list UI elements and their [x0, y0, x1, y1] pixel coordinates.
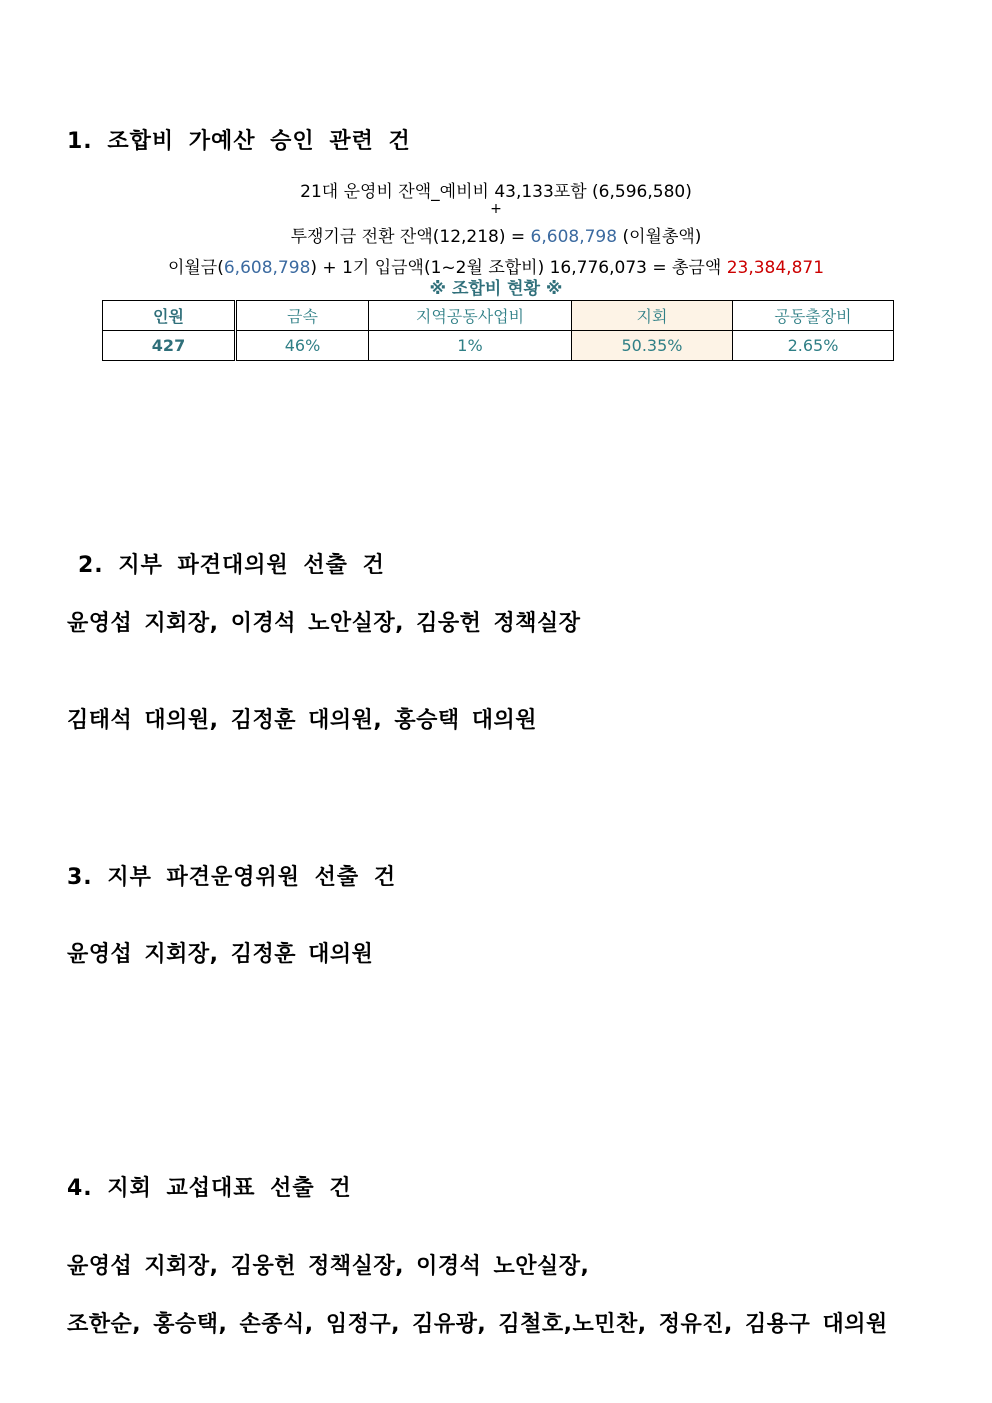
- table-title: ※ 조합비 현황 ※: [429, 279, 563, 299]
- value-travel: 2.65%: [733, 331, 894, 361]
- fee-status-table: [102, 300, 894, 361]
- section2-heading: 2. 지부 파견대의원 선출 건: [78, 553, 385, 578]
- total-text-a: 이월금(: [167, 258, 224, 278]
- header-regional: 지역공동사업비: [369, 301, 572, 331]
- section4-heading: 4. 지회 교섭대표 선출 건: [67, 1176, 352, 1201]
- balance-line: 21대 운영비 잔액_예비비 43,133포함 (6,596,580): [300, 182, 692, 202]
- carryover-total: 6,608,798: [530, 227, 618, 247]
- section2-names-1: 윤영섭 지회장, 이경석 노안실장, 김웅헌 정책실장: [67, 611, 581, 636]
- grand-total: 23,384,871: [726, 258, 825, 278]
- total-carryover: 6,608,798: [223, 258, 311, 278]
- value-regional: 1%: [369, 331, 572, 361]
- header-members: 인원: [103, 301, 236, 331]
- section4-names-1: 윤영섭 지회장, 김웅헌 정책실장, 이경석 노안실장,: [67, 1254, 590, 1279]
- value-metal: 46%: [236, 331, 369, 361]
- header-branch: 지회: [572, 301, 733, 331]
- section3-names-1: 윤영섭 지회장, 김정훈 대의원: [67, 942, 374, 967]
- carryover-text: 투쟁기금 전환 잔액(12,218) =: [290, 227, 531, 247]
- header-metal: 금속: [236, 301, 369, 331]
- value-branch: 50.35%: [572, 331, 733, 361]
- total-text-b: ) + 1기 입금액(1~2월 조합비) 16,776,073 = 총금액: [310, 258, 727, 278]
- table-value-row: [103, 331, 894, 361]
- section4-names-2: 조한순, 홍승택, 손종식, 임정구, 김유광, 김철호,노민찬, 정유진, 김용구 대의원: [67, 1312, 888, 1337]
- value-members: 427: [103, 331, 236, 361]
- carryover-line: [0, 222, 992, 247]
- plus-sign: +: [490, 201, 502, 217]
- table-header-row: [103, 301, 894, 331]
- header-travel: 공동출장비: [733, 301, 894, 331]
- section2-names-2: 김태석 대의원, 김정훈 대의원, 홍승택 대의원: [67, 708, 538, 733]
- section3-heading: 3. 지부 파견운영위원 선출 건: [67, 865, 397, 890]
- carryover-label: (이월총액): [617, 227, 702, 247]
- section1-heading: 1. 조합비 가예산 승인 관련 건: [67, 129, 411, 154]
